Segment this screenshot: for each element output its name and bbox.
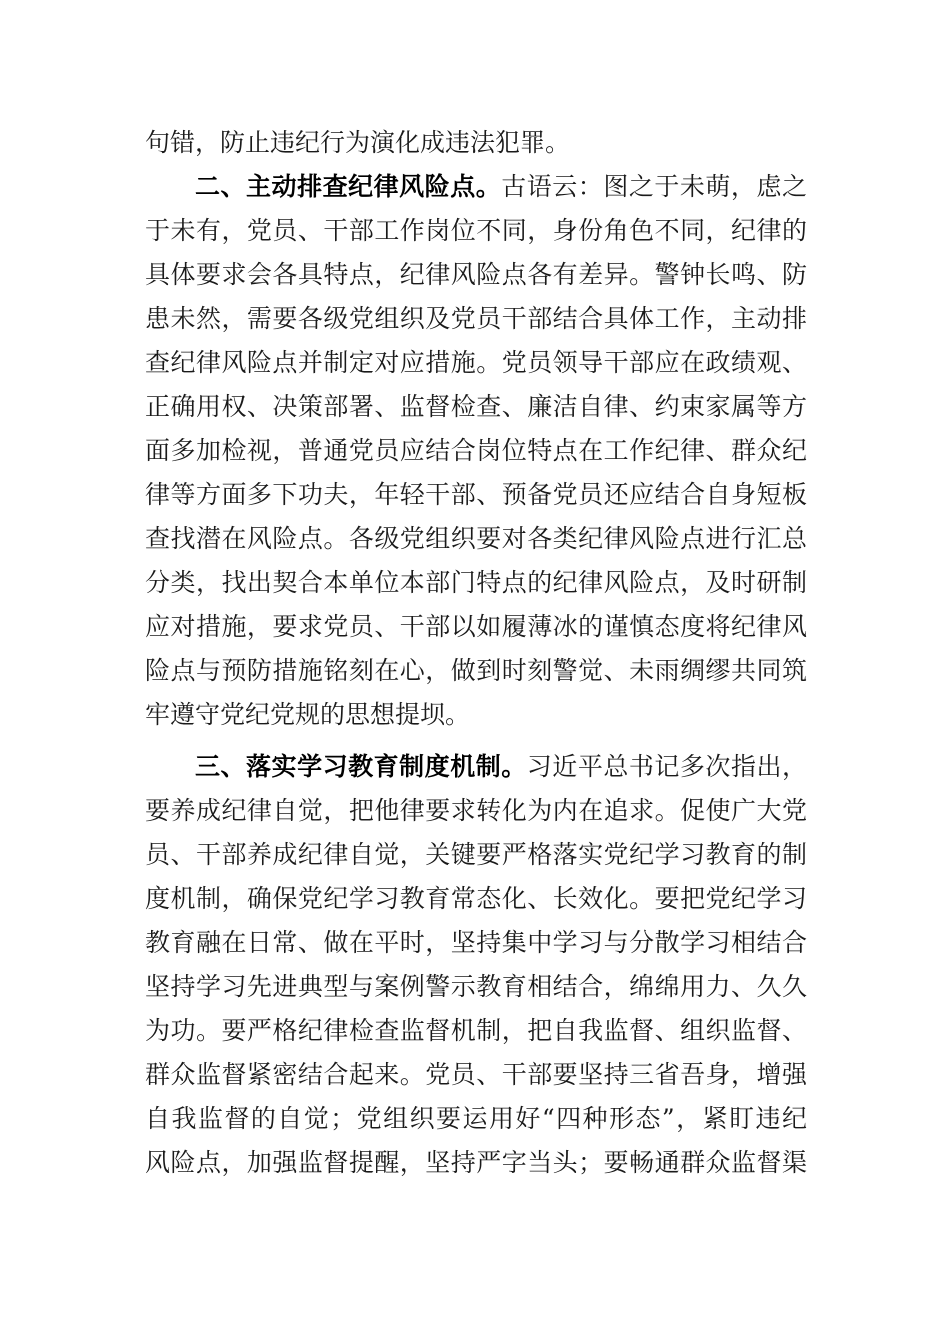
paragraph-line: 要养成纪律自觉，把他律要求转化为内在追求。促使广大党 bbox=[145, 796, 807, 825]
paragraph-line: 自我监督的自觉；党组织要运用好“四种形态”，紧盯违纪 bbox=[145, 1104, 807, 1133]
section-heading: 二、主动排查纪律风险点。 bbox=[195, 172, 502, 201]
paragraph-text: 古语云：图之于未萌，虑之 bbox=[501, 172, 807, 201]
paragraph-line: 查纪律风险点并制定对应措施。党员领导干部应在政绩观、 bbox=[145, 348, 807, 377]
paragraph-line: 险点与预防措施铭刻在心，做到时刻警觉、未雨绸缪共同筑 bbox=[145, 656, 807, 685]
paragraph-line: 律等方面多下功夫，年轻干部、预备党员还应结合自身短板 bbox=[145, 480, 807, 509]
paragraph-line: 句错，防止违纪行为演化成违法犯罪。 bbox=[145, 128, 571, 157]
paragraph-line: 度机制，确保党纪学习教育常态化、长效化。要把党纪学习 bbox=[145, 884, 807, 913]
paragraph-line: 群众监督紧密结合起来。党员、干部要坚持三省吾身，增强 bbox=[145, 1060, 807, 1089]
paragraph-first-line bbox=[195, 163, 807, 211]
section-heading: 三、落实学习教育制度机制。 bbox=[195, 752, 527, 781]
paragraph-line: 坚持学习先进典型与案例警示教育相结合，绵绵用力、久久 bbox=[145, 972, 807, 1001]
paragraph-line: 具体要求会各具特点，纪律风险点各有差异。警钟长鸣、防 bbox=[145, 260, 807, 289]
paragraph-line: 面多加检视，普通党员应结合岗位特点在工作纪律、群众纪 bbox=[145, 436, 807, 465]
paragraph-line: 于未有，党员、干部工作岗位不同，身份角色不同，纪律的 bbox=[145, 216, 807, 245]
paragraph-line: 教育融在日常、做在平时，坚持集中学习与分散学习相结合 bbox=[145, 928, 807, 957]
paragraph-line: 分类，找出契合本单位本部门特点的纪律风险点，及时研制 bbox=[145, 568, 807, 597]
paragraph-first-line bbox=[195, 743, 807, 791]
paragraph-text: 习近平总书记多次指出， bbox=[526, 752, 807, 781]
paragraph-line: 风险点，加强监督提醒，坚持严字当头；要畅通群众监督渠 bbox=[145, 1148, 807, 1177]
paragraph-line: 员、干部养成纪律自觉，关键要严格落实党纪学习教育的制 bbox=[145, 840, 807, 869]
paragraph-line: 牢遵守党纪党规的思想提坝。 bbox=[145, 700, 471, 729]
paragraph-line: 查找潜在风险点。各级党组织要对各类纪律风险点进行汇总 bbox=[145, 524, 807, 553]
paragraph-line: 应对措施，要求党员、干部以如履薄冰的谨慎态度将纪律风 bbox=[145, 612, 807, 641]
paragraph-line: 正确用权、决策部署、监督检查、廉洁自律、约束家属等方 bbox=[145, 392, 807, 421]
paragraph-line: 患未然，需要各级党组织及党员干部结合具体工作，主动排 bbox=[145, 304, 807, 333]
paragraph-line: 为功。要严格纪律检查监督机制，把自我监督、组织监督、 bbox=[145, 1016, 807, 1045]
